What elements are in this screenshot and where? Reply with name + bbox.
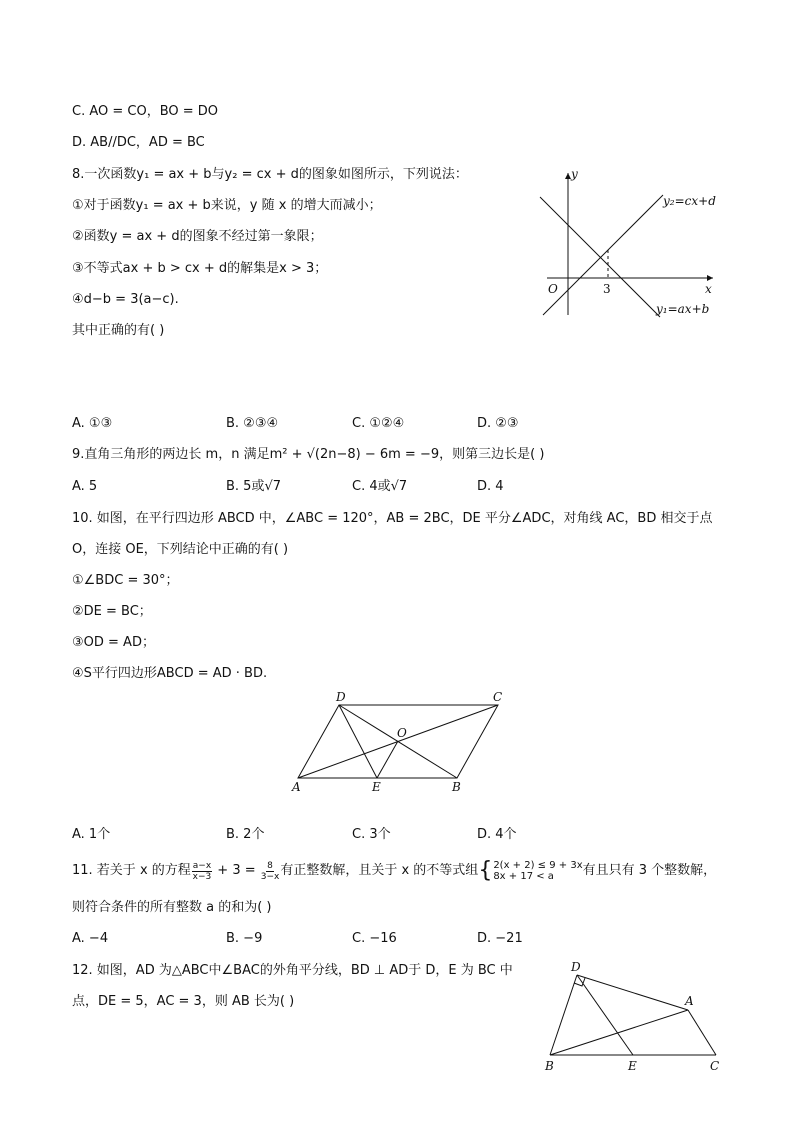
q11-option-a[interactable]: A. −4: [72, 931, 109, 946]
q11-option-d[interactable]: D. −21: [477, 931, 523, 946]
q8-option-c[interactable]: C. ①②④: [352, 416, 405, 431]
q12-label-b: B: [545, 1059, 554, 1073]
q8-line-y2: [543, 195, 663, 315]
q11-ineq-1: 2(x + 2) ≤ 9 + 3x: [493, 860, 583, 871]
q7-option-d: D. AB//DC，AD = BC: [72, 135, 205, 150]
q8-line-y2-label: y₂=cx+d: [663, 194, 716, 208]
q12-segment-bd: [550, 975, 577, 1055]
q11-brace: {: [478, 858, 493, 883]
q11-stem-a: 11. 若关于 x 的方程: [72, 863, 191, 878]
q10-stem-line1: 10. 如图，在平行四边形 ABCD 中，∠ABC = 120°，AB = 2BC，DE 平分∠ADC，对角线 AC，BD 相交于点: [72, 511, 713, 526]
q12-figure: [540, 958, 730, 1078]
q10-label-d: D: [336, 690, 346, 704]
q10-statement-2: ②DE = BC；: [72, 604, 152, 619]
q11-fraction-2: [261, 861, 280, 882]
q12-segment-ac: [688, 1010, 716, 1055]
q8-statement-4: ④d−b = 3(a−c).: [72, 292, 179, 307]
q12-label-c: C: [710, 1059, 720, 1073]
q8-option-a[interactable]: A. ①③: [72, 416, 113, 431]
q12-label-a: A: [685, 994, 694, 1008]
q10-label-c: C: [493, 690, 503, 704]
q11-option-b[interactable]: B. −9: [226, 931, 263, 946]
q11-option-c[interactable]: C. −16: [352, 931, 397, 946]
q12-label-d: D: [571, 960, 581, 974]
q11-stem-c: 有正整数解，且关于 x 的不等式组: [280, 863, 479, 878]
q9-option-c[interactable]: C. 4或√7: [352, 479, 408, 494]
q8-origin-label: O: [548, 282, 558, 296]
q12-segment-ba: [550, 1010, 688, 1055]
q8-question: 其中正确的有( ): [72, 323, 165, 338]
q10-segment-oe: [377, 741, 398, 778]
q8-statement-2: ②函数y = ax + d的图象不经过第一象限；: [72, 229, 323, 244]
q10-label-o: O: [397, 726, 407, 740]
q9-option-b[interactable]: B. 5或√7: [226, 479, 282, 494]
q8-stem: 8.一次函数y₁ = ax + b与y₂ = cx + d的图象如图所示，下列说法：: [72, 167, 468, 182]
q7-option-c: C. AO = CO，BO = DO: [72, 104, 219, 119]
q11-frac2-den: 3−x: [260, 871, 280, 882]
q10-option-a[interactable]: A. 1个: [72, 827, 111, 842]
q10-label-a: A: [292, 780, 301, 794]
q12-stem-line2: 点，DE = 5，AC = 3，则 AB 长为( ): [72, 994, 295, 1009]
q10-segment-de: [339, 705, 377, 778]
q12-segment-da: [577, 975, 688, 1010]
q11-inequality-system: [493, 860, 582, 882]
q11-fraction-1: [192, 861, 212, 882]
q8-line-y1: [540, 197, 660, 317]
q8-option-b[interactable]: B. ②③④: [226, 416, 279, 431]
q10-label-b: B: [452, 780, 461, 794]
q11-frac1-num: a−x: [192, 860, 212, 871]
q10-statement-4: ④S平行四边形ABCD = AD · BD.: [72, 666, 268, 681]
q8-statement-3: ③不等式ax + b > cx + d的解集是x > 3；: [72, 261, 328, 276]
q8-figure: [535, 165, 735, 320]
q8-option-d[interactable]: D. ②③: [477, 416, 519, 431]
q8-y-label: y: [571, 167, 578, 181]
q11-stem-line2: 则符合条件的所有整数 a 的和为( ): [72, 900, 272, 915]
q10-label-e: E: [372, 780, 381, 794]
q9-option-d[interactable]: D. 4: [477, 479, 504, 494]
q10-stem-line2: O，连接 OE，下列结论中正确的有( ): [72, 542, 289, 557]
q11-stem-d: 有且只有 3 个整数解，: [582, 863, 717, 878]
q11-frac1-den: x−3: [192, 871, 212, 882]
q11-frac2-num: 8: [267, 860, 273, 871]
q10-statement-1: ①∠BDC = 30°；: [72, 573, 179, 588]
q10-option-b[interactable]: B. 2个: [226, 827, 265, 842]
q9-stem: 9.直角三角形的两边长 m，n 满足m² + √(2n−8) − 6m = −9，则第三边长是( ): [72, 447, 545, 462]
q8-tick-3: 3: [603, 282, 611, 296]
q8-line-y1-label: y₁=ax+b: [656, 302, 710, 316]
q10-option-d[interactable]: D. 4个: [477, 827, 517, 842]
q12-label-e: E: [628, 1059, 637, 1073]
q11-stem: [72, 860, 716, 882]
q11-stem-b: + 3 =: [213, 863, 260, 878]
q10-statement-3: ③OD = AD；: [72, 635, 155, 650]
q9-option-a[interactable]: A. 5: [72, 479, 98, 494]
q8-x-label: x: [705, 282, 712, 296]
q8-statement-1: ①对于函数y₁ = ax + b来说，y 随 x 的增大而减小；: [72, 198, 382, 213]
q12-stem-line1: 12. 如图，AD 为△ABC中∠BAC的外角平分线，BD ⊥ AD于 D，E 为 BC 中: [72, 963, 513, 978]
q11-ineq-2: 8x + 17 < a: [493, 871, 554, 882]
q10-option-c[interactable]: C. 3个: [352, 827, 391, 842]
q10-figure: [285, 688, 515, 798]
